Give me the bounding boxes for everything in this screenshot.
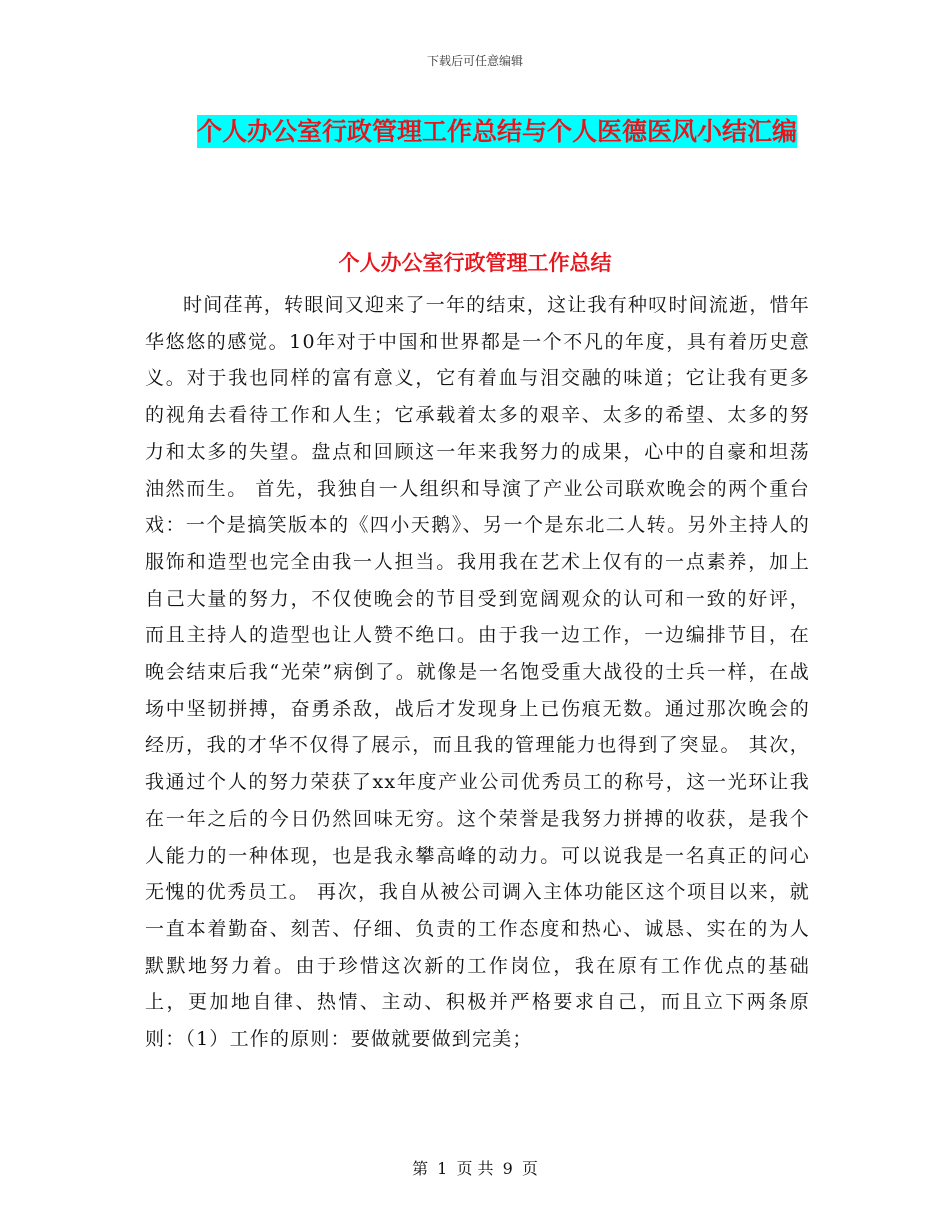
footer-suffix: 页	[521, 1159, 538, 1178]
footer-page-number: 1	[437, 1159, 448, 1178]
footer-prefix: 第	[412, 1159, 429, 1178]
body-text	[145, 287, 810, 1058]
document-title-text: 个人办公室行政管理工作总结与个人医德医风小结汇编	[196, 117, 797, 146]
document-title	[190, 110, 804, 154]
header-note: 下载后可任意编辑	[426, 54, 523, 68]
footer-middle: 页 共	[456, 1159, 494, 1178]
footer-total-pages: 9	[502, 1159, 513, 1178]
section-title: 个人办公室行政管理工作总结	[338, 250, 612, 275]
paragraph: 时间荏苒，转眼间又迎来了一年的结束，这让我有种叹时间流逝，惜年华悠悠的感觉。10年对于中国和世界都是一个不凡的年度，具有着历史意义。对于我也同样的富有意义，它有着血与泪交融的味道；它让我有更多的视角去看待工作和人生；它承载着太多的艰辛、太多的希望、太多的努力和太多的失望。盘点和回顾这一年来我努力的成果，心中的自豪和坦荡油然而生。 首先，我独自一人组织和导演了产业公司联欢晚会的两个重台戏：一个是搞笑版本的《四小天鹅》、另一个是东北二人转。另外主持人的服饰和造型也完全由我一人担当。我用我在艺术上仅有的一点素养，加上自己大量的努力，不仅使晚会的节目受到宽阔观众的认可和一致的好评，而且主持人的造型也让人赞不绝口。由于我一边工作，一边编排节目，在晚会结束后我“光荣”病倒了。就像是一名饱受重大战役的士兵一样，在战场中坚韧拼搏，奋勇杀敌，战后才发现身上已伤痕无数。通过那次晚会的经历，我的才华不仅得了展示，而且我的管理能力也得到了突显。 其次，我通过个人的努力荣获了xx年度产业公司优秀员工的称号，这一光环让我在一年之后的今日仍然回味无穷。这个荣誉是我努力拼搏的收获，是我个人能力的一种体现，也是我永攀高峰的动力。可以说我是一名真正的问心无愧的优秀员工。 再次，我自从被公司调入主体功能区这个项目以来，就一直本着勤奋、刻苦、仔细、负责的工作态度和热心、诚恳、实在的为人默默地努力着。由于珍惜这次新的工作岗位，我在原有工作优点的基础上，更加地自律、热情、主动、积极并严格要求自己，而且立下两条原则：（1）工作的原则：要做就要做到完美；	[145, 294, 810, 1051]
page-footer	[0, 1156, 950, 1179]
